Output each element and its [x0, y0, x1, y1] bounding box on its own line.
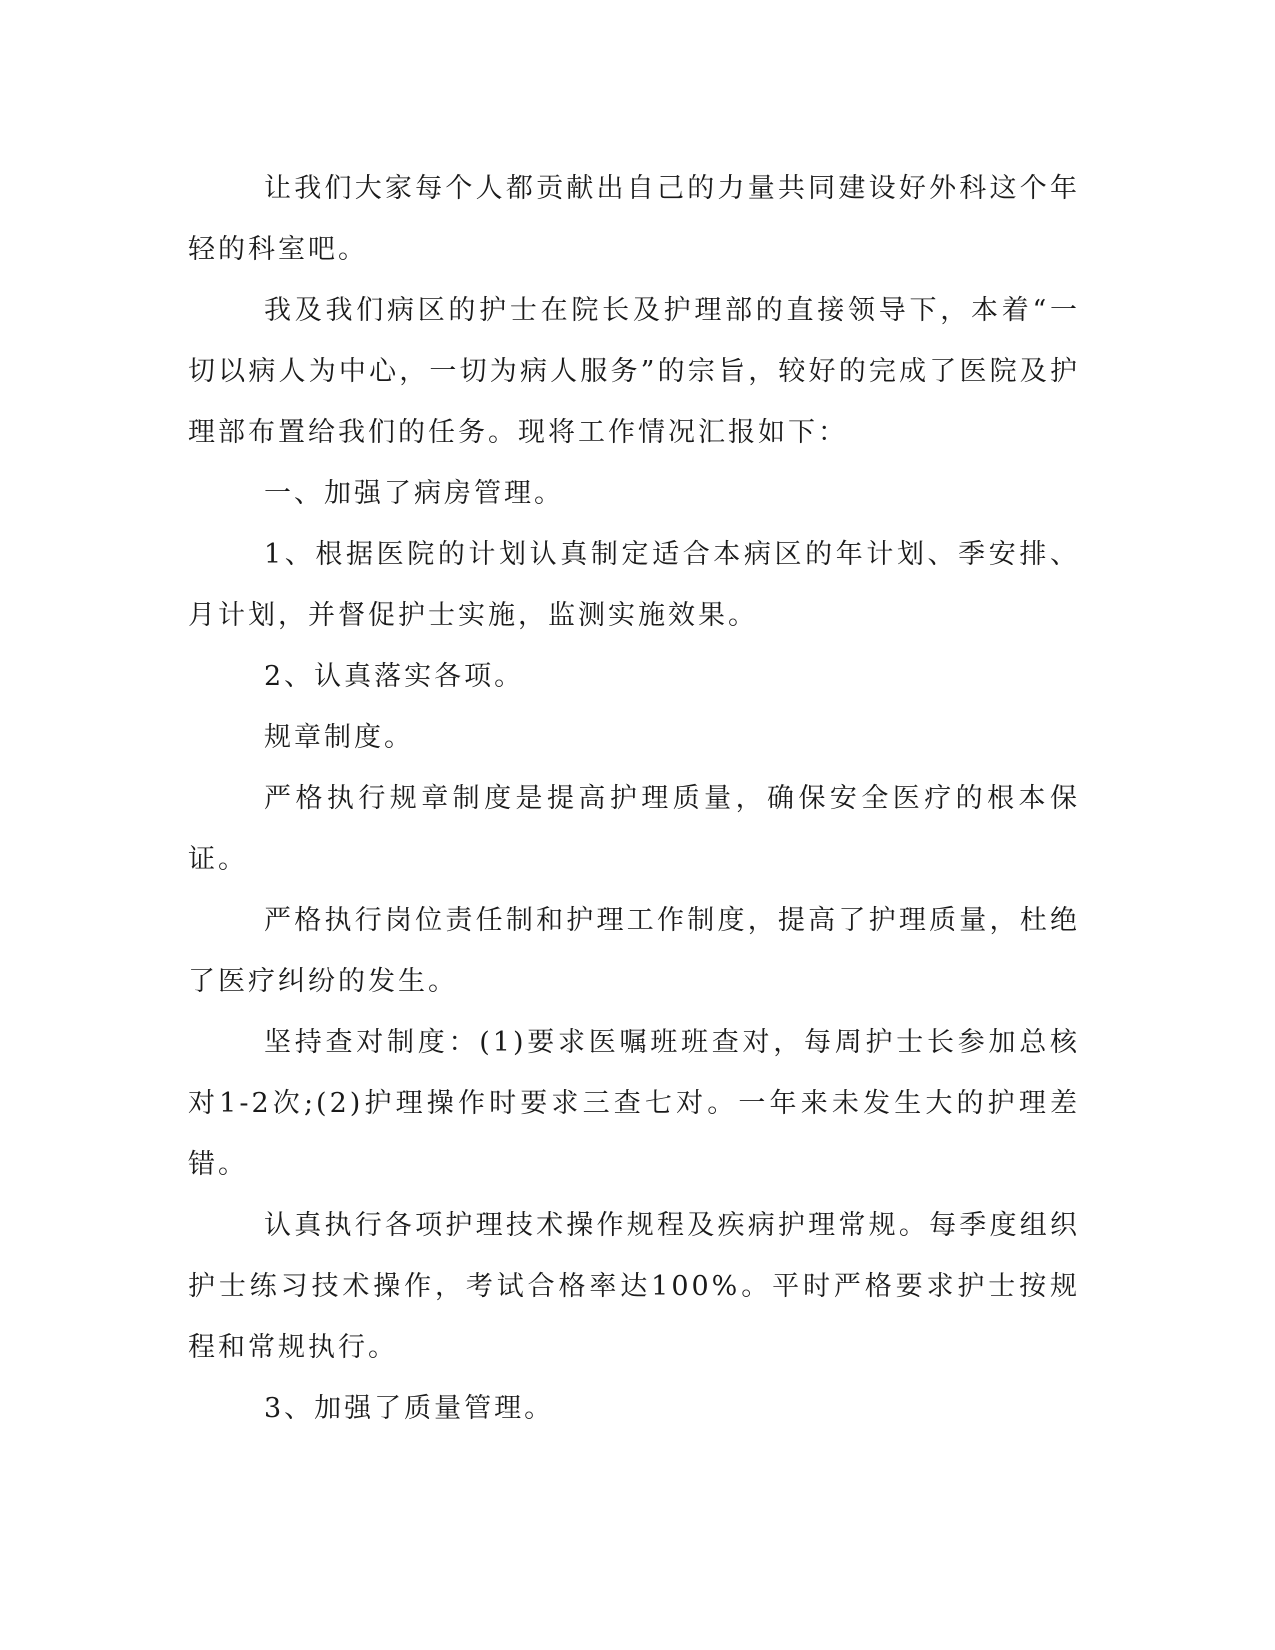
- section-heading-1: 一、加强了病房管理。: [264, 478, 564, 509]
- paragraph-5: 坚持查对制度：(1)要求医嘱班班查对，每周护士长参加总核对1-2次;(2)护理操作时要求三查七对。一年来未发生大的护理差错。: [188, 1027, 1080, 1180]
- paragraph-item-1: 1、根据医院的计划认真制定适合本病区的年计划、季安排、月计划，并督促护士实施，监测实施效果。: [188, 539, 1080, 631]
- paragraph-3: 严格执行规章制度是提高护理质量，确保安全医疗的根本保证。: [188, 783, 1080, 875]
- paragraph-item-2: 2、认真落实各项。: [264, 661, 525, 692]
- document-page: [188, 158, 1080, 1439]
- paragraph-4: 严格执行岗位责任制和护理工作制度，提高了护理质量，杜绝了医疗纠纷的发生。: [188, 905, 1080, 997]
- paragraph-6: 认真执行各项护理技术操作规程及疾病护理常规。每季度组织护士练习技术操作，考试合格率达100%。平时严格要求护士按规程和常规执行。: [188, 1210, 1080, 1363]
- paragraph-item-3: 3、加强了质量管理。: [264, 1393, 555, 1424]
- paragraph-2: 我及我们病区的护士在院长及护理部的直接领导下，本着“一切以病人为中心，一切为病人服务”的宗旨，较好的完成了医院及护理部布置给我们的任务。现将工作情况汇报如下：: [188, 295, 1080, 448]
- paragraph-1: 让我们大家每个人都贡献出自己的力量共同建设好外科这个年轻的科室吧。: [188, 173, 1080, 265]
- paragraph-rules: 规章制度。: [264, 722, 414, 753]
